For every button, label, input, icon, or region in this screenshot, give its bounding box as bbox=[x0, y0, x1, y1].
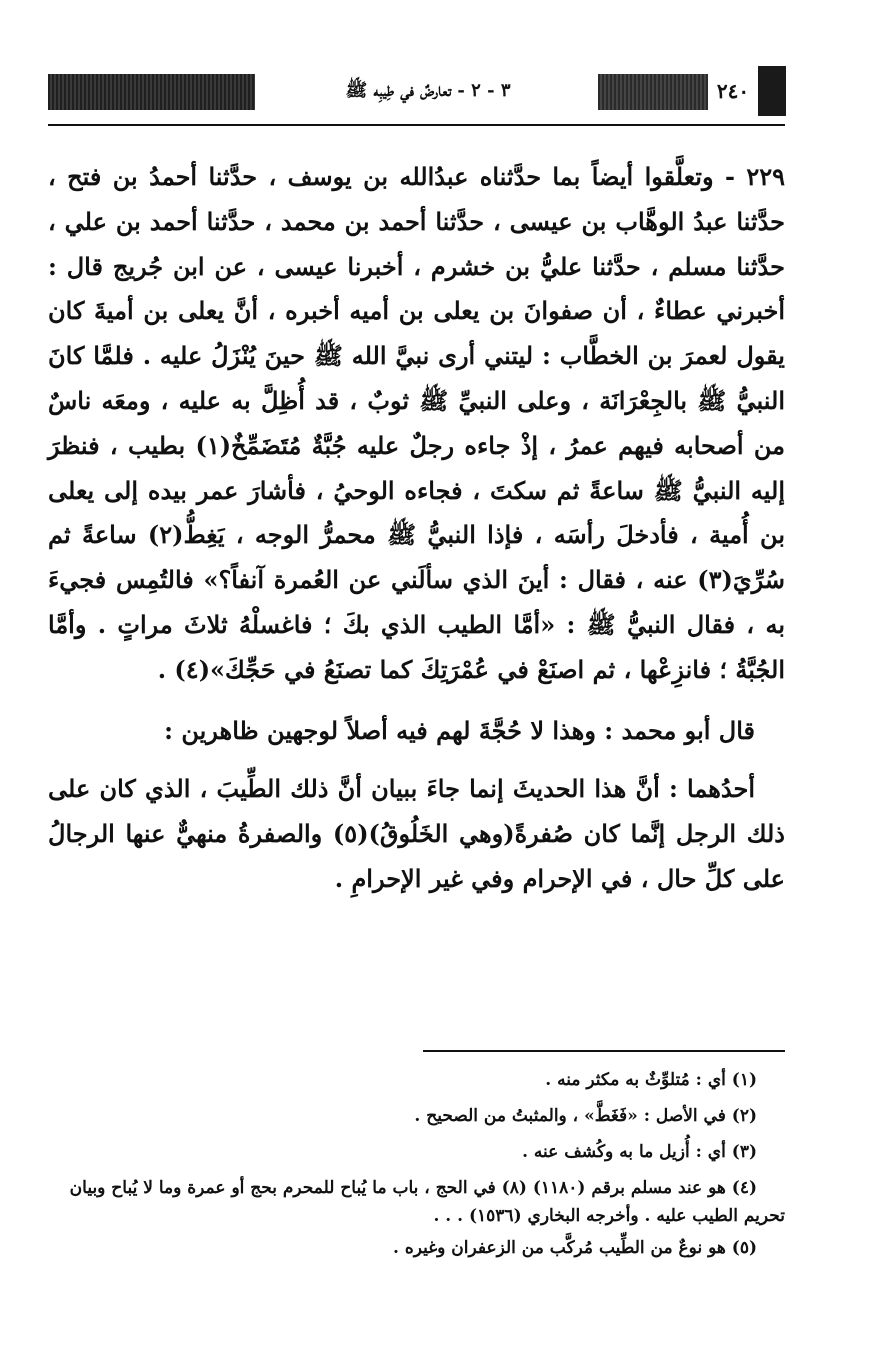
header-corner-block bbox=[758, 66, 786, 116]
first-reason-paragraph: أحدُهما : أنَّ هذا الحديثَ إنما جاءَ ببيان أنَّ ذلك الطِّيبَ ، الذي كان على ذلك الرجل إنَّما كان صُفرةً(وهي الخَلُوقُ)(٥) والصفرةُ منهيٌّ عنها الرجالُ على كلِّ حال ، في الإحرام وفي غير الإحرامِ . bbox=[48, 774, 785, 893]
header-rule bbox=[48, 124, 785, 126]
footnotes bbox=[48, 1062, 785, 1266]
commentary-intro: قال أبو محمد : وهذا لا حُجَّةَ لهم فيه أصلاً لوجهين ظاهرين : bbox=[164, 715, 755, 745]
footnote-5: (٥) هو نوعٌ من الطِّيب مُركَّب من الزعفران وغيره . bbox=[393, 1238, 757, 1258]
hadith-paragraph: ٢٢٩ - وتعلَّقوا أيضاً بما حدَّثناه عبدُالله بن يوسف ، حدَّثنا أحمدُ بن فتح ، حدَّثنا عبدُ الوهَّاب بن عيسى ، حدَّثنا أحمد بن محمد ، حدَّثنا أحمد بن علي ، حدَّثنا مسلم ، حدَّثنا عليُّ بن خشرم ، أخبرنا عيسى ، عن ابن جُريج قال : أخبرني عطاءٌ ، أن صفوانَ بن يعلى بن أميه أخبره ، أنَّ يعلى بن أميةَ كان يقول لعمرَ بن الخطَّاب : ليتني أرى نبيَّ الله ﷺ حينَ يُنْزَلُ عليه . فلمَّا كانَ النبيُّ ﷺ بالجِعْرَانَة ، وعلى النبيِّ ﷺ ثوبٌ ، قد أُظِلَّ به عليه ، ومعَه ناسٌ من أصحابه فيهم عمرُ ، إذْ جاءه رجلٌ عليه جُبَّةٌ مُتَضَمِّخٌ(١) بطيب ، فنظرَ إليه النبيُّ ﷺ ساعةً ثم سكتَ ، فجاءه الوحيُ ، فأشارَ عمر بيده إلى يعلى بن أُمية ، فأدخلَ رأسَه ، فإذا النبيُّ ﷺ محمرُّ الوجه ، يَغِطُّ(٢) ساعةً ثم سُرِّيَ(٣) عنه ، فقال : أينَ الذي سألَني عن العُمرة آنفاً؟» فالتُمِس فجيءَ به ، فقال النبيُّ ﷺ : «أمَّا الطيب الذي بكَ ؛ فاغسلْهُ ثلاثَ مراتٍ . وأمَّا الجُبَّةُ ؛ فانزِعْها ، ثم اصنَعْ في عُمْرَتِكَ كما تصنَعُ في حَجِّكَ»(٤) . bbox=[48, 162, 785, 684]
page-number: ٢٤٠ bbox=[716, 79, 750, 103]
footnote-4: (٤) هو عند مسلم برقم (١١٨٠) (٨) في الحج ، باب ما يُباح للمحرم بحج أو عمرة وما لا يُباح وبيان تحريم الطيب عليه . وأخرجه البخاري (١٥٣٦) . . . bbox=[69, 1178, 785, 1226]
main-text bbox=[48, 155, 785, 902]
header-decorative-bar bbox=[48, 74, 255, 110]
page-header bbox=[48, 66, 785, 128]
footnote-1: (١) أي : مُتلوِّثٌ به مكثر منه . bbox=[545, 1070, 757, 1090]
footnote-3: (٣) أي : أُزيل ما به وكُشف عنه . bbox=[522, 1142, 757, 1162]
header-decorative-block bbox=[598, 74, 708, 110]
section-title: ٣ - ٢ - تعارضٌ في طِيبِه ﷺ bbox=[345, 80, 511, 101]
footnote-rule bbox=[423, 1050, 785, 1052]
footnote-2: (٢) في الأصل : «فَغَطَّ» ، والمثبتُ من الصحيح . bbox=[414, 1106, 757, 1126]
